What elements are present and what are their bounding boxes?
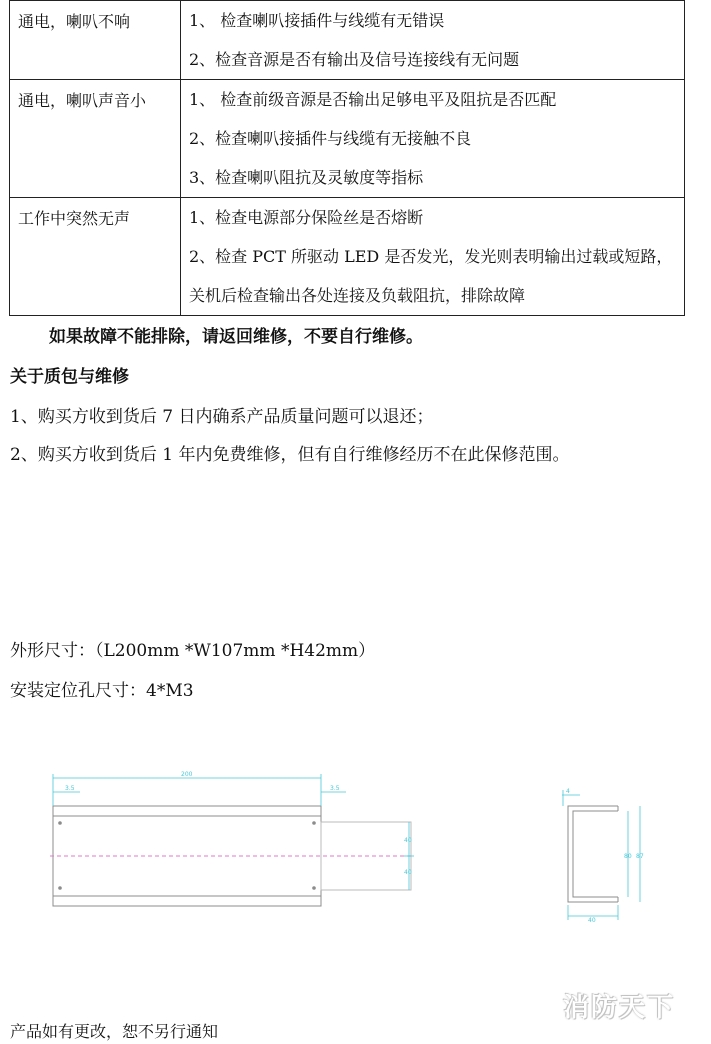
dimension-label: 40 <box>404 869 412 876</box>
step-text: 关机后检查输出各处连接及负载阻抗，排除故障 <box>189 286 526 305</box>
table-row <box>10 198 685 316</box>
symptom-cell: 通电，喇叭不响 <box>10 1 181 80</box>
side-outer-profile <box>568 806 618 902</box>
dimension-label: 40 <box>404 837 412 844</box>
table-row <box>10 80 685 198</box>
dimensions-label: 外形尺寸：（L200mm *W107mm *H42mm） <box>10 641 376 661</box>
symptom-cell: 工作中突然无声 <box>10 198 181 316</box>
mount-hole-mark <box>58 886 62 890</box>
step-text: 2、检查音源是否有输出及信号连接线有无问题 <box>189 50 520 69</box>
mount-hole-mark <box>312 886 316 890</box>
warranty-item: 1、购买方收到货后 7 日内确系产品质量问题可以退还； <box>10 407 434 427</box>
troubleshooting-table <box>9 0 685 316</box>
footer-note: 产品如有更改，恕不另行通知 <box>10 1022 219 1041</box>
table-row <box>10 1 685 80</box>
mount-hole-mark <box>58 821 62 825</box>
watermark: 消防天下 <box>563 993 676 1023</box>
dimension-label: 3.5 <box>65 785 75 792</box>
steps-cell <box>181 80 685 198</box>
step-text: 1、 检查前级音源是否输出足够电平及阻抗是否匹配 <box>189 90 557 109</box>
dimension-label: 4 <box>566 788 570 795</box>
steps-cell <box>181 198 685 316</box>
dimension-label: 80 <box>624 853 632 860</box>
dimension-label: 200 <box>181 771 193 778</box>
dimension-label: 40 <box>588 917 596 924</box>
step-text: 3、检查喇叭阻抗及灵敏度等指标 <box>189 168 424 187</box>
dimension-label: 3.5 <box>330 785 340 792</box>
front-extension-outline <box>321 822 411 890</box>
step-text: 1、检查电源部分保险丝是否熔断 <box>189 208 424 227</box>
dimension-label: 87 <box>636 853 644 860</box>
step-text: 1、 检查喇叭接插件与线缆有无错误 <box>189 11 445 30</box>
steps-cell <box>181 1 685 80</box>
symptom-cell: 通电，喇叭声音小 <box>10 80 181 198</box>
repair-notice: 如果故障不能排除，请返回维修，不要自行维修。 <box>49 327 423 347</box>
mount-hole-label: 安装定位孔尺寸：4*M3 <box>10 681 194 701</box>
step-text: 2、检查喇叭接插件与线缆有无接触不良 <box>189 129 472 148</box>
mount-hole-mark <box>312 821 316 825</box>
warranty-item: 2、购买方收到货后 1 年内免费维修，但有自行维修经历不在此保修范围。 <box>10 445 570 465</box>
warranty-heading: 关于质包与维修 <box>10 367 129 387</box>
side-inner-profile <box>573 811 618 897</box>
step-text: 2、检查 PCT 所驱动 LED 是否发光，发光则表明输出过载或短路， <box>189 247 673 266</box>
front-outline <box>53 806 321 906</box>
